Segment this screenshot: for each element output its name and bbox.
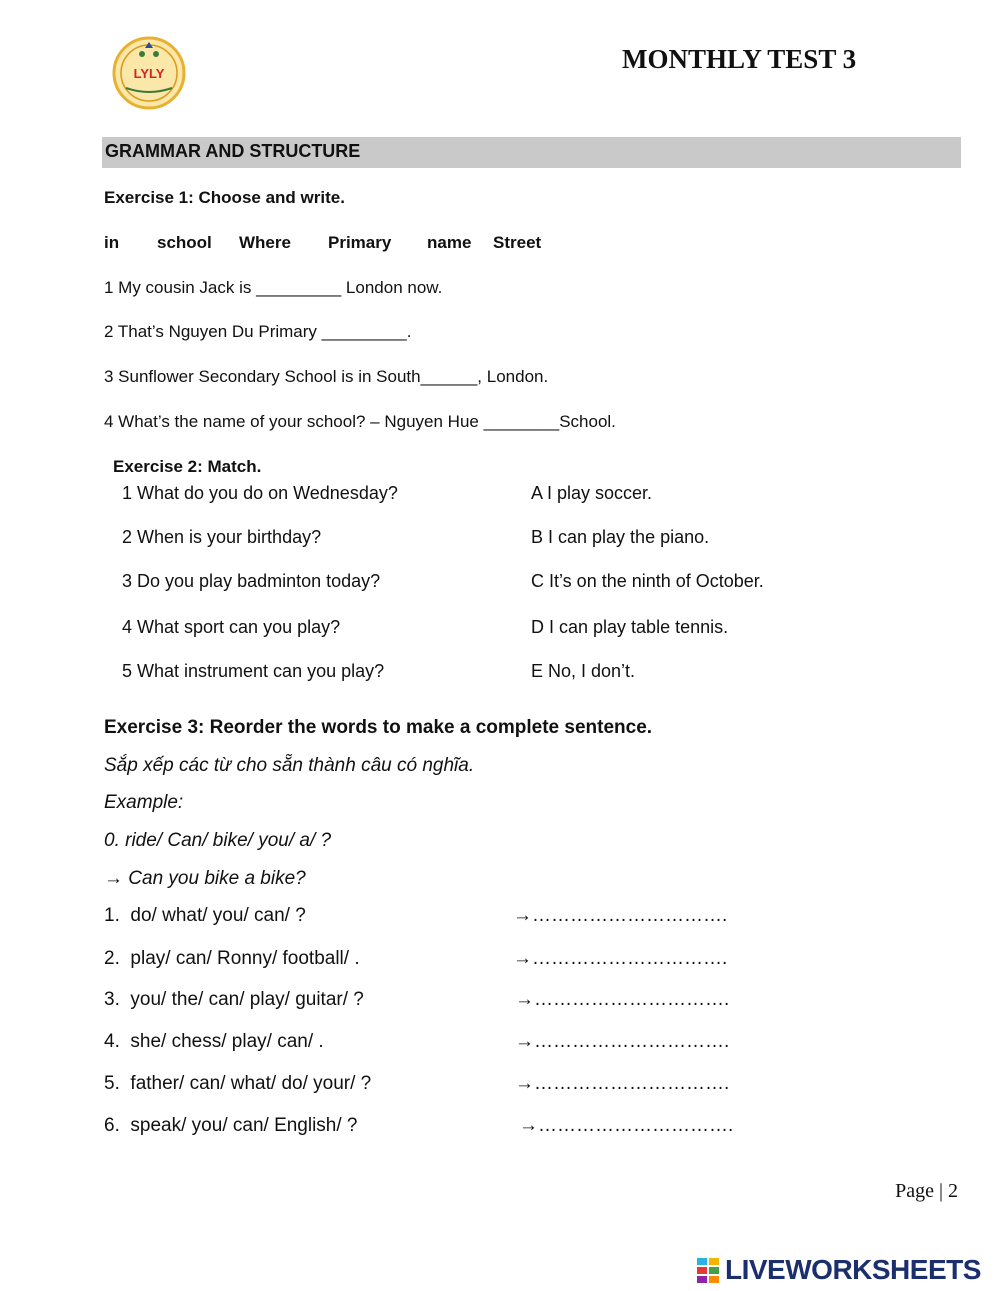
reorder-item	[104, 1031, 324, 1053]
arrow-icon: →	[104, 868, 123, 889]
answer-blank[interactable]	[513, 905, 727, 927]
arrow-icon: →	[513, 948, 532, 969]
school-logo	[112, 36, 186, 110]
brand-name: LIVEWORKSHEETS	[725, 1254, 981, 1285]
exercise1-item: 1 My cousin Jack is _________ London now.	[104, 278, 443, 297]
section-header	[102, 137, 961, 168]
example-answer-line	[104, 868, 306, 890]
answer-dots: ………………………….	[534, 989, 730, 1010]
answer-dots: ………………………….	[534, 1073, 730, 1094]
word-bank-item: Where	[239, 233, 291, 252]
arrow-icon: →	[513, 905, 532, 926]
reorder-item-number: 3.	[104, 989, 120, 1010]
answer-blank[interactable]	[515, 989, 729, 1011]
match-answer: B I can play the piano.	[531, 527, 710, 547]
reorder-item-words: you/ the/ can/ play/ guitar/ ?	[130, 989, 364, 1010]
answer-blank[interactable]	[515, 1073, 729, 1095]
arrow-icon: →	[515, 1073, 534, 1094]
answer-dots: ………………………….	[534, 1031, 730, 1052]
word-bank	[104, 233, 564, 255]
example-prompt: 0. ride/ Can/ bike/ you/ a/ ?	[104, 830, 332, 851]
answer-blank[interactable]	[513, 948, 727, 970]
example-label: Example:	[104, 792, 184, 813]
reorder-item	[104, 989, 364, 1011]
reorder-item	[104, 905, 306, 927]
reorder-item-number: 6.	[104, 1115, 120, 1136]
logo-text: LYLY	[133, 66, 165, 81]
arrow-icon: →	[519, 1115, 538, 1136]
match-question: 3 Do you play badminton today?	[122, 571, 381, 591]
answer-dots: ………………………….	[532, 948, 728, 969]
arrow-icon: →	[515, 1031, 534, 1052]
page-number: Page | 2	[895, 1180, 958, 1202]
reorder-item-words: father/ can/ what/ do/ your/ ?	[130, 1073, 372, 1094]
word-bank-item: name	[427, 233, 472, 252]
example-answer: Can you bike a bike?	[128, 868, 306, 889]
exercise3-instruction: Sắp xếp các từ cho sẵn thành câu có nghĩa.	[104, 755, 475, 776]
answer-dots: ………………………….	[538, 1115, 734, 1136]
reorder-item-number: 5.	[104, 1073, 120, 1094]
exercise1-title: Exercise 1: Choose and write.	[104, 188, 345, 207]
section-title: GRAMMAR AND STRUCTURE	[105, 141, 361, 161]
word-bank-item: in	[104, 233, 120, 252]
reorder-item-number: 1.	[104, 905, 120, 926]
reorder-item-words: do/ what/ you/ can/ ?	[130, 905, 306, 926]
match-question: 5 What instrument can you play?	[122, 661, 385, 681]
match-answer: E No, I don’t.	[531, 661, 636, 681]
match-question: 1 What do you do on Wednesday?	[122, 483, 398, 503]
reorder-item-number: 4.	[104, 1031, 120, 1052]
brand-blocks-icon	[697, 1258, 721, 1286]
word-bank-item: school	[157, 233, 212, 252]
match-answer: D I can play table tennis.	[531, 617, 729, 637]
answer-blank[interactable]	[515, 1031, 729, 1053]
word-bank-item: Street	[493, 233, 542, 252]
exercise3-title: Exercise 3: Reorder the words to make a complete sentence.	[104, 717, 653, 738]
exercise1-item: 4 What’s the name of your school? – Nguyen Hue ________School.	[104, 412, 616, 431]
reorder-item-words: speak/ you/ can/ English/ ?	[130, 1115, 358, 1136]
match-answer: A I play soccer.	[531, 483, 653, 503]
word-bank-item: Primary	[328, 233, 392, 252]
answer-blank[interactable]	[519, 1115, 733, 1137]
exercise1-item: 3 Sunflower Secondary School is in South______, London.	[104, 367, 549, 386]
answer-dots: ………………………….	[532, 905, 728, 926]
reorder-item-words: she/ chess/ play/ can/ .	[130, 1031, 324, 1052]
reorder-item	[104, 948, 360, 970]
match-question: 2 When is your birthday?	[122, 527, 322, 547]
reorder-item-words: play/ can/ Ronny/ football/ .	[130, 948, 360, 969]
match-question: 4 What sport can you play?	[122, 617, 341, 637]
match-answer: C It’s on the ninth of October.	[531, 571, 764, 591]
reorder-item	[104, 1115, 358, 1137]
exercise1-item: 2 That’s Nguyen Du Primary _________.	[104, 322, 412, 341]
page-title: MONTHLY TEST 3	[622, 44, 857, 74]
reorder-item	[104, 1073, 371, 1095]
reorder-item-number: 2.	[104, 948, 120, 969]
exercise2-title: Exercise 2: Match.	[113, 457, 262, 476]
arrow-icon: →	[515, 989, 534, 1010]
